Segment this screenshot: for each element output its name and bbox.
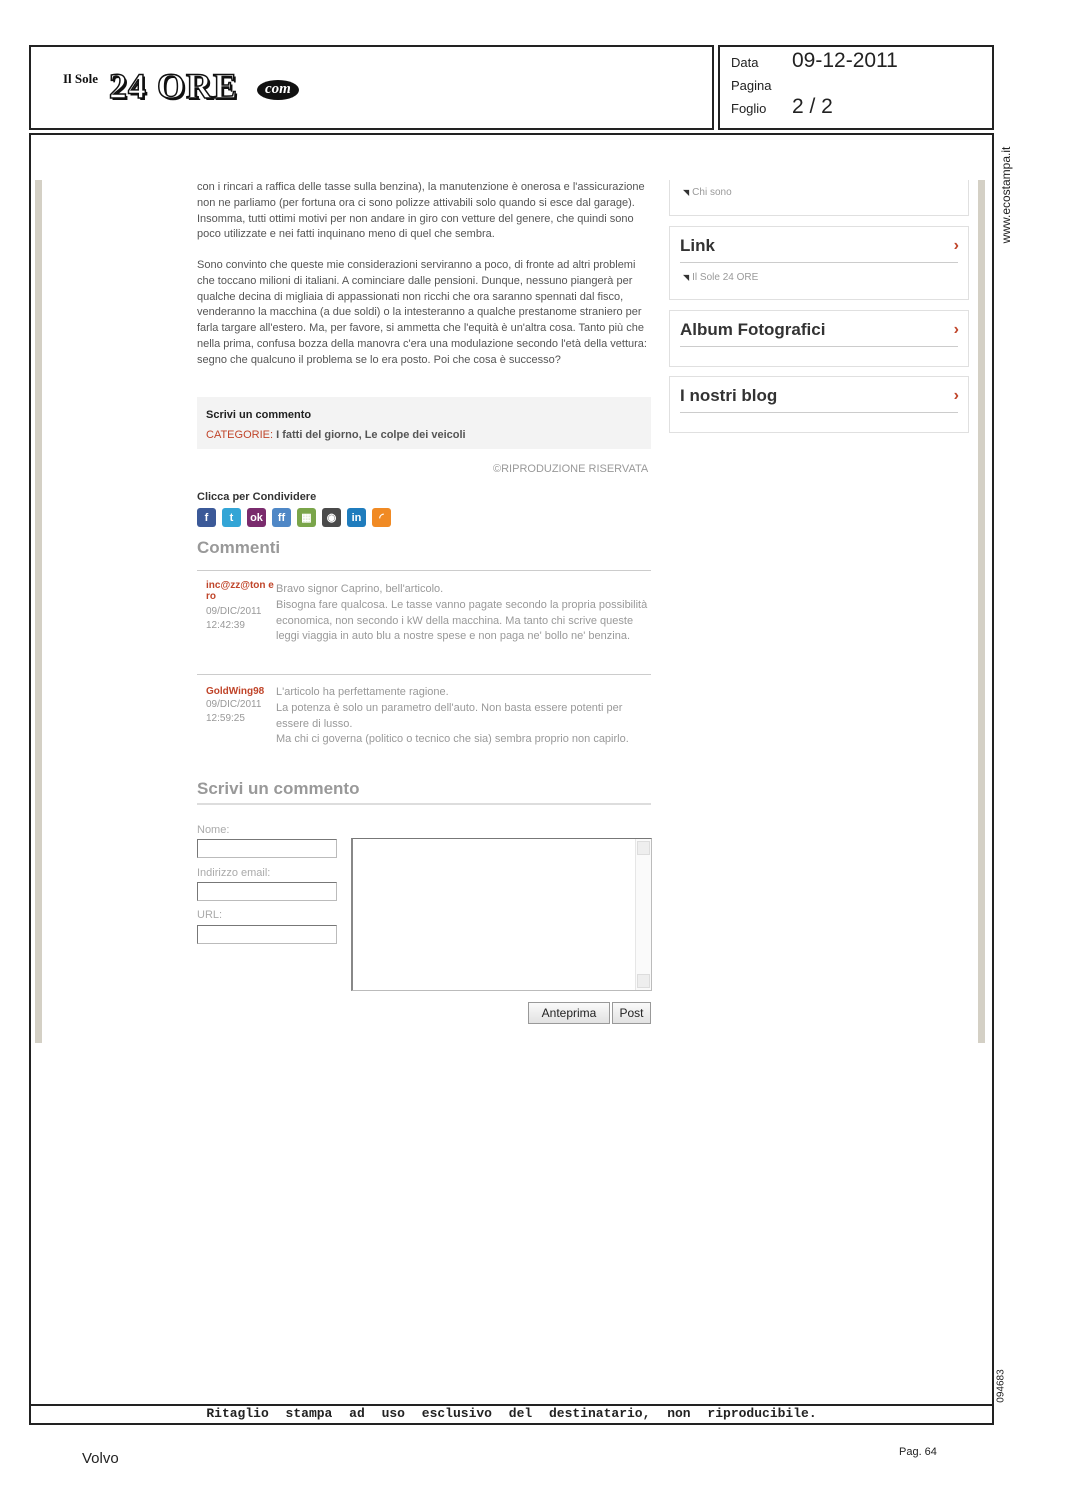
meta-foglio-value: 2 / 2 (792, 95, 833, 118)
sidebar-divider (680, 412, 958, 413)
logo-24ore: 24 ORE (109, 66, 239, 106)
meta-foglio-label: Foglio (731, 101, 767, 116)
comment-2-text: L'articolo ha perfettamente ragione. La potenza è solo un parametro dell'auto. Non basta essere potenti per essere di lusso. Ma chi ci governa (politico o tecnico che sia) sembra proprio non capirlo. (276, 686, 629, 746)
categories-links[interactable]: I fatti del giorno, Le colpe dei veicoli (276, 429, 466, 441)
oknotizie-icon[interactable]: ok (247, 508, 266, 527)
scroll-down-icon[interactable] (637, 974, 650, 988)
email-label: Indirizzo email: (197, 867, 271, 879)
rss-icon[interactable]: ◜ (372, 508, 391, 527)
linkedin-icon[interactable]: in (347, 508, 366, 527)
footer-disclaimer: Ritaglio stampa ad uso esclusivo del destinatario, non riproducibile. (206, 1406, 817, 1421)
comment-2-date: 09/DIC/2011 (206, 699, 262, 710)
facebook-icon[interactable]: f (197, 508, 216, 527)
email-input[interactable] (197, 882, 337, 901)
comments-title: Commenti (197, 538, 281, 557)
name-label: Nome: (197, 824, 230, 836)
comment-1-author[interactable]: inc@zz@ton ero (206, 580, 274, 602)
url-label: URL: (197, 909, 223, 921)
chevron-right-icon[interactable]: › (953, 237, 959, 254)
comment-1-time: 12:42:39 (206, 620, 245, 631)
friendfeed-icon[interactable]: ff (272, 508, 291, 527)
textarea-scrollbar[interactable] (635, 839, 651, 990)
triangle-icon: ◥ (683, 188, 690, 197)
delicious-icon[interactable]: ▦ (297, 508, 316, 527)
meta-pagina-label: Pagina (731, 78, 772, 93)
sidebar-divider (680, 346, 958, 347)
share-label: Clicca per Condividere (197, 491, 317, 503)
write-comment-link[interactable]: Scrivi un commento (206, 409, 312, 421)
scroll-up-icon[interactable] (637, 841, 650, 855)
post-button[interactable]: Post (612, 1002, 651, 1024)
sidebar-album-title[interactable]: Album Fotografici (680, 320, 826, 339)
sidebar-divider (680, 262, 958, 263)
name-input[interactable] (197, 839, 337, 858)
comment-1-text: Bravo signor Caprino, bell'articolo. Bisogna fare qualcosa. Le tasse vanno pagate secondo la propria possibilità economica, non secondo i kW della macchina. Ma tanto chi scrive queste leggi viaggia in auto blu a nostre spese e non paga ne' bollo ne' benzina. (276, 583, 648, 643)
clipping-code: 094683 (995, 1369, 1007, 1403)
sidebar-chi-sono-link[interactable] (683, 187, 732, 198)
site-url: www.ecostampa.it (999, 146, 1013, 244)
brand-label: Volvo (82, 1450, 119, 1467)
categories-label: CATEGORIE: (206, 429, 274, 441)
chevron-right-icon[interactable]: › (953, 387, 959, 404)
logo-com-badge: com (257, 80, 299, 100)
meta-data-value: 09-12-2011 (792, 49, 898, 72)
sidebar-link-title[interactable]: Link (680, 236, 715, 255)
write-comment-title: Scrivi un commento (197, 779, 360, 798)
logo-il-sole: Il Sole (63, 71, 99, 86)
article-paragraph-1: con i rincari a raffica delle tasse sulla benzina), la manutenzione è onerosa e l'assicurazione non ne parliamo (per fortuna ora ci sono polizze attivabili solo quando si esce dal garage). Insomma, tutti ottimi motivi per non andare in giro con vetture del genere, che quindi sono poco utilizzate e nei fatti inquinano meno di quel che sembra. (197, 181, 645, 241)
category-box (197, 397, 651, 449)
categories-row (206, 429, 466, 441)
write-comment-divider (197, 803, 651, 805)
copyright-notice: ©RIPRODUZIONE RISERVATA (493, 463, 649, 475)
sidebar-chi-sono-label: Chi sono (692, 187, 732, 198)
triangle-icon: ◥ (683, 273, 690, 282)
header-meta-box (718, 45, 994, 130)
comments-divider (197, 570, 651, 571)
sidebar-sole24ore-label: Il Sole 24 ORE (692, 272, 759, 283)
page-number: Pag. 64 (899, 1446, 937, 1458)
sidebar-album-box (669, 310, 969, 367)
sidebar-blog-title[interactable]: I nostri blog (680, 386, 778, 405)
chevron-right-icon[interactable]: › (953, 321, 959, 338)
header-logo-box (29, 45, 714, 130)
sidebar-chi-sono-box (669, 180, 969, 216)
comment-2-author[interactable]: GoldWing98 (206, 686, 265, 697)
share-icons (197, 508, 391, 527)
comment-1-date: 09/DIC/2011 (206, 606, 262, 617)
right-page-border (978, 180, 985, 1043)
sidebar-blog-box (669, 376, 969, 433)
comment-divider (197, 674, 651, 675)
meta-data-label: Data (731, 55, 759, 70)
comment-textarea[interactable] (351, 838, 652, 991)
comment-2-time: 12:59:25 (206, 713, 245, 724)
url-input[interactable] (197, 925, 337, 944)
sidebar-sole24ore-link[interactable] (683, 272, 758, 283)
article-paragraph-2: Sono convinto che queste mie considerazioni serviranno a poco, di fronte ad altri problemi che toccano milioni di italiani. A cominciare dalle pensioni. Dunque, nessuno piangerà per qualche decina di migliaia di appassionati non ricchi che ora saranno spennati dal fisco, venderanno la macchina (a due soldi) o la intesteranno a qualche prestanome straniero per farla targare all'estero. Ma, per favore, si ammetta che l'equità è un'altra cosa. Tanto più che nella prima, confusa bozza della manovra c'era una modulazione secondo l'età della vettura: segno che qualcuno il problema se lo era posto. Poi che cosa è successo? (197, 259, 647, 366)
digg-icon[interactable]: ◉ (322, 508, 341, 527)
left-page-border (35, 180, 42, 1043)
twitter-icon[interactable]: t (222, 508, 241, 527)
preview-button[interactable]: Anteprima (528, 1002, 610, 1024)
sidebar-link-box (669, 226, 969, 300)
